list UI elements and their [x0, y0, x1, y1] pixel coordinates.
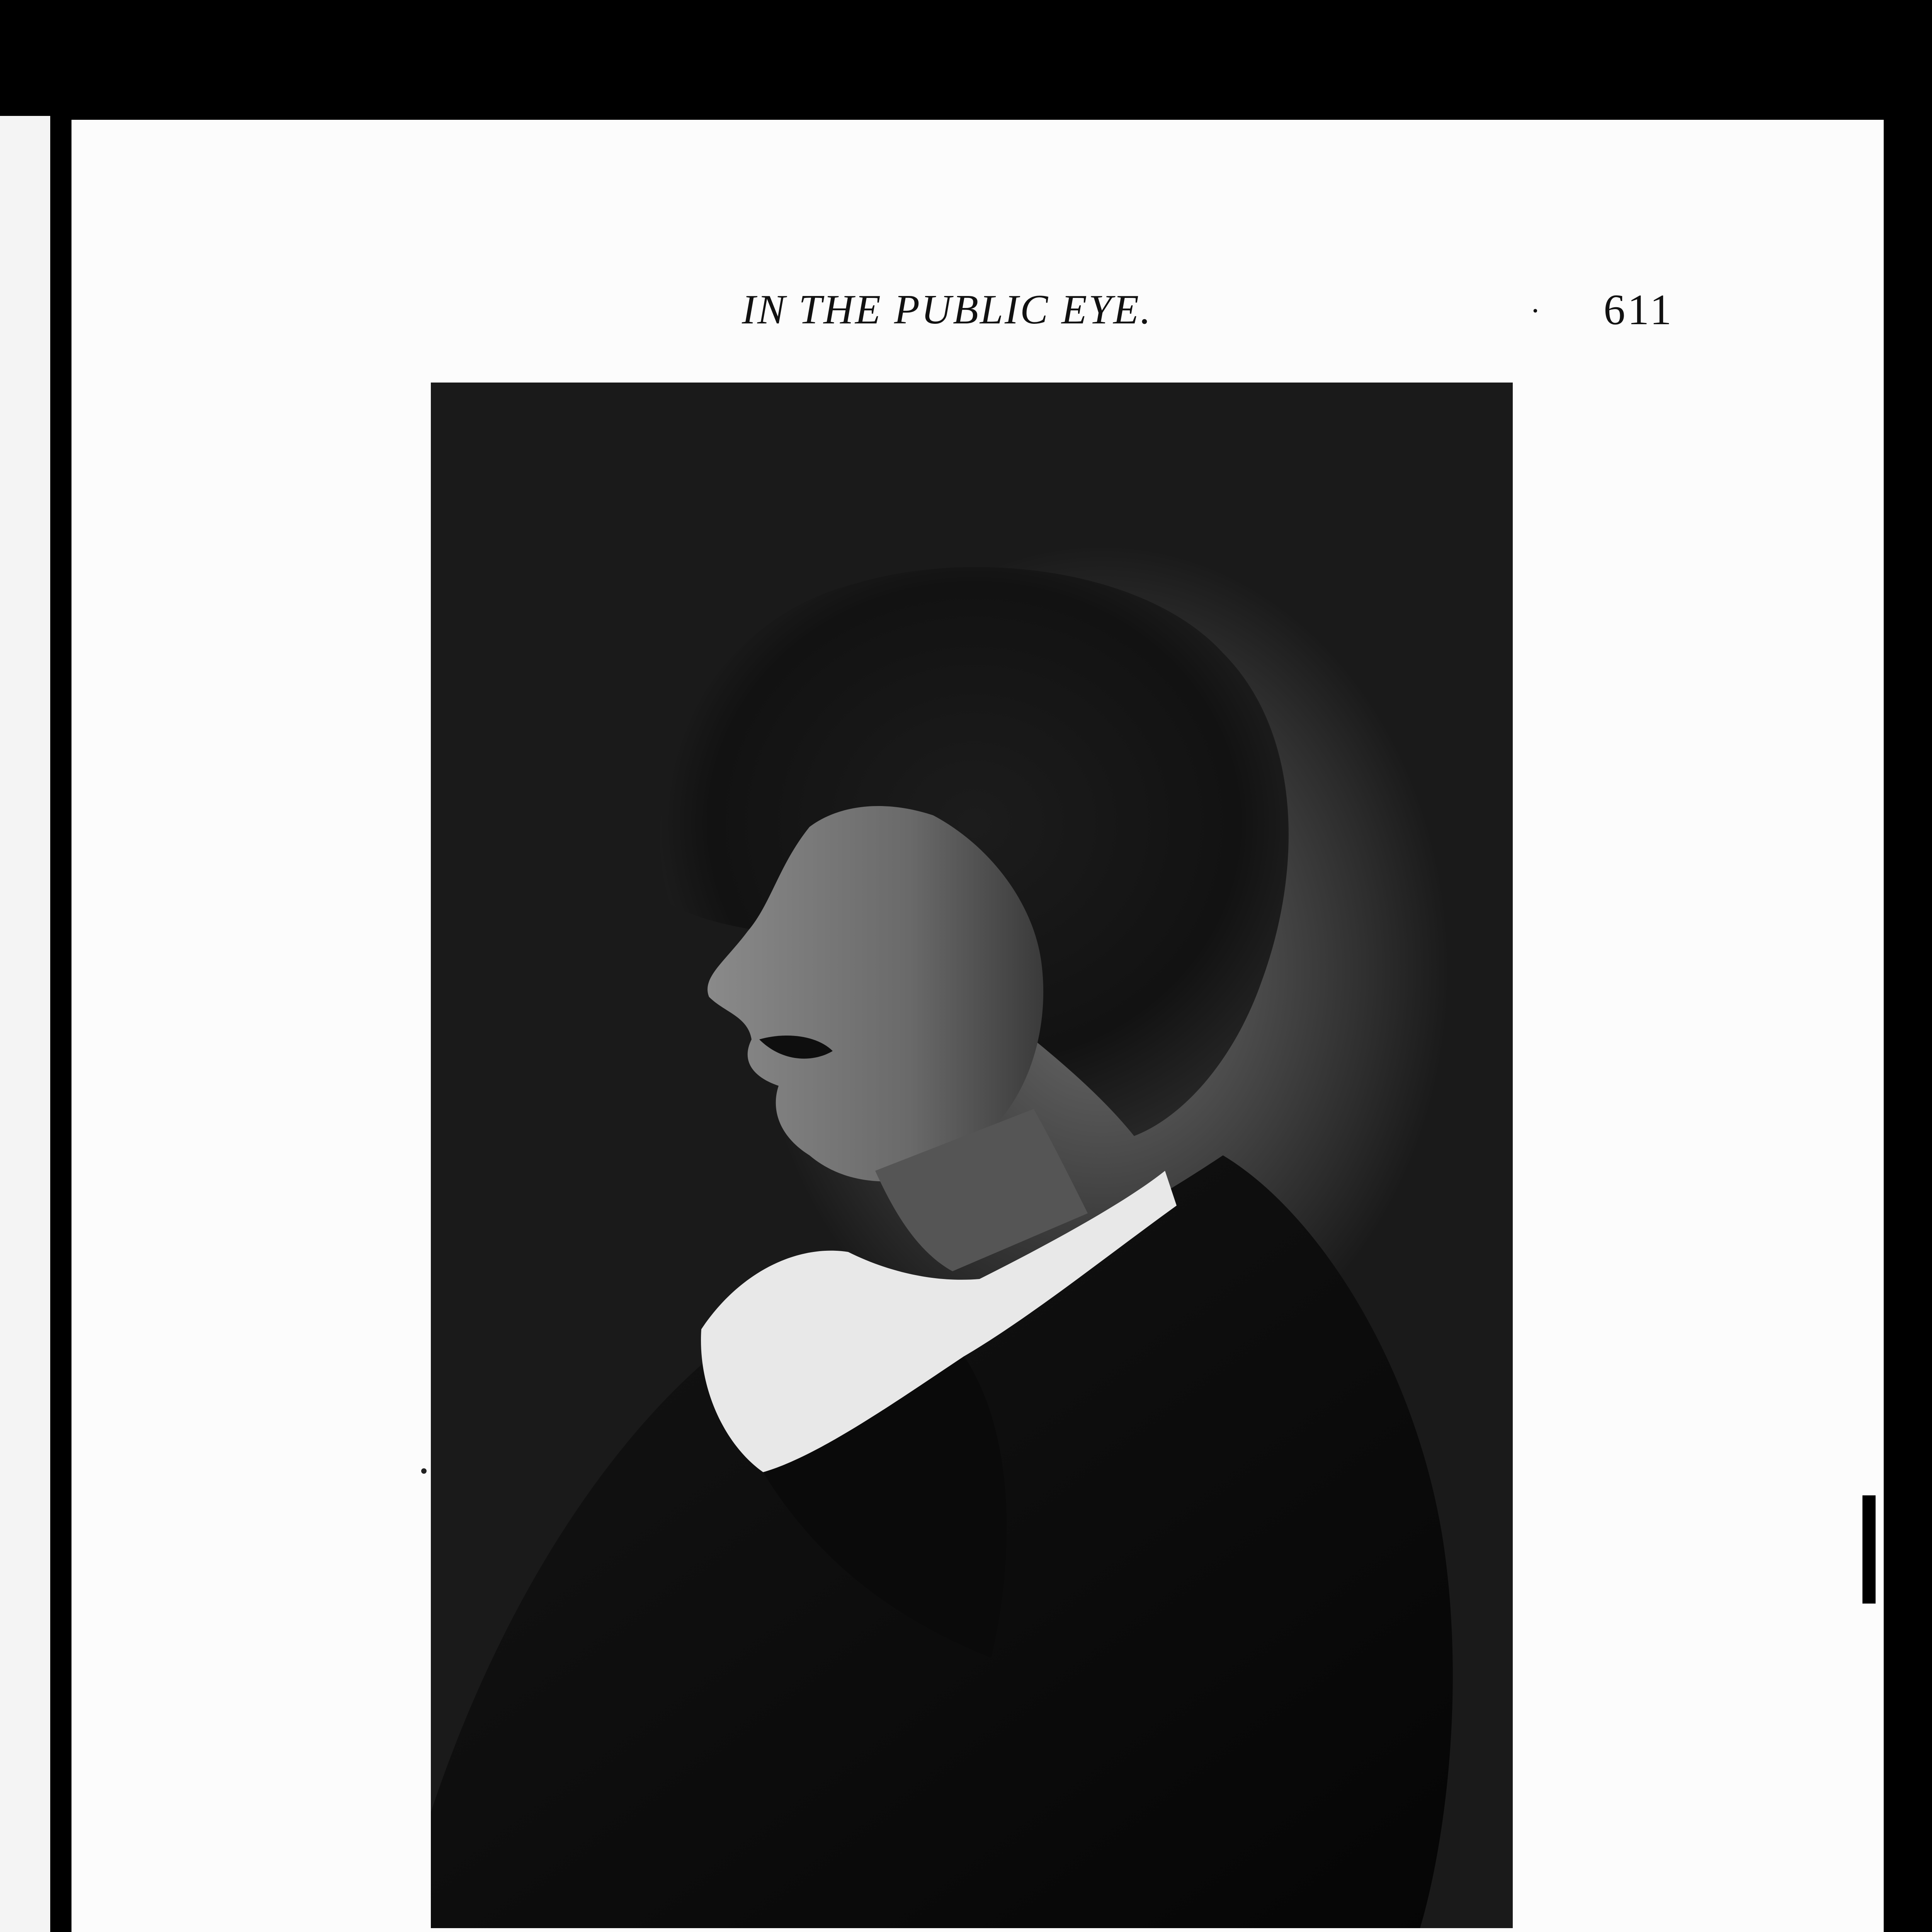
portrait-photograph	[431, 383, 1513, 1928]
scan-edge-mark	[1862, 1495, 1876, 1604]
adjacent-page-edge	[0, 116, 50, 1932]
portrait-illustration	[431, 383, 1513, 1928]
running-title: IN THE PUBLIC EYE.	[742, 287, 1153, 333]
header-separator: ·	[1530, 294, 1541, 328]
print-speck	[421, 1468, 427, 1474]
page-number: 611	[1604, 286, 1674, 334]
